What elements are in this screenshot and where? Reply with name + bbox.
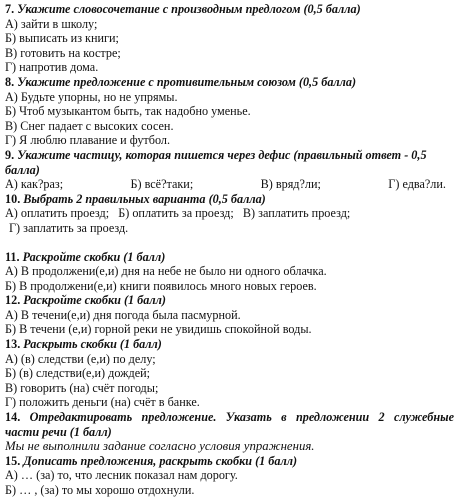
question-number: 11. bbox=[5, 249, 20, 264]
answer-option: Б) выписать из книги; bbox=[5, 31, 119, 46]
question-12-header bbox=[5, 293, 454, 308]
question-number: 10. bbox=[5, 191, 21, 206]
answer-option: Г) положить деньги (на) счёт в банке. bbox=[5, 395, 200, 410]
question-9-header bbox=[5, 148, 454, 163]
question-points: (0,5 балла) bbox=[298, 74, 357, 89]
question-title: Раскройте скобки (1 балл) bbox=[22, 249, 166, 264]
task-sentence: Мы не выполнили задание согласно условия упражнения. bbox=[5, 439, 315, 454]
question-9-header-cont bbox=[5, 163, 454, 178]
answer-option: В) вряд?ли; bbox=[260, 177, 321, 192]
answer-option: Б) всё?таки; bbox=[130, 177, 194, 192]
answer-option: А) зайти в школу; bbox=[5, 16, 98, 31]
answer-option: А) … (за) то, что лесник показал нам дорогу. bbox=[5, 468, 238, 483]
question-13-header bbox=[5, 337, 454, 352]
spacer bbox=[5, 236, 454, 250]
question-11-header bbox=[5, 250, 454, 265]
question-title-cont: балла) bbox=[5, 162, 40, 177]
question-title: Выбрать 2 правильных варианта bbox=[23, 191, 206, 206]
answer-option: Г) заплатить за проезд. bbox=[9, 220, 129, 235]
question-title: Дописать предложения, раскрыть скобки (1 балл) bbox=[23, 453, 298, 468]
question-number: 8. bbox=[5, 74, 15, 89]
question-14-header bbox=[5, 410, 454, 425]
question-title: Раскройте скобки (1 балл) bbox=[23, 293, 166, 308]
question-number: 12. bbox=[5, 293, 21, 308]
question-10-header bbox=[5, 192, 454, 207]
answer-option: Б) В продолжени(е,и) книги появилось много новых героев. bbox=[5, 278, 317, 293]
answer-option: А) В продолжени(е,и) дня на небе не было ни одного облачка. bbox=[5, 264, 327, 279]
answer-option: А) как?раз; bbox=[5, 177, 64, 192]
question-14-header-cont bbox=[5, 425, 454, 440]
answer-option: Г) Я люблю плавание и футбол. bbox=[5, 133, 171, 148]
question-title: Отредактировать предложение. Указать в предложении 2 служебные bbox=[29, 410, 454, 425]
answer-options-row bbox=[5, 177, 454, 192]
answer-option: Б) оплатить за проезд; bbox=[118, 206, 234, 221]
question-title: Укажите частицу, которая пишется через дефис (правильный ответ - 0,5 bbox=[17, 147, 427, 162]
question-title-cont: части речи (1 балл) bbox=[5, 424, 112, 439]
question-title: Укажите словосочетание с производным предлогом bbox=[17, 2, 301, 16]
question-15-header bbox=[5, 454, 454, 469]
question-number: 9. bbox=[5, 147, 15, 162]
answer-option: Г) едва?ли. bbox=[388, 177, 446, 192]
question-title: Раскрыть скобки (1 балл) bbox=[23, 337, 162, 352]
question-title: Укажите предложение с противительным союзом bbox=[17, 74, 296, 89]
question-number: 7. bbox=[5, 2, 15, 16]
answer-option: А) В течени(е,и) дня погода была пасмурной. bbox=[5, 307, 241, 322]
answer-option: В) Снег падает с высоких сосен. bbox=[5, 118, 174, 133]
answer-option: Б) Чтоб музыкантом быть, так надобно уменье. bbox=[5, 104, 251, 119]
answer-option: В) заплатить проезд; bbox=[242, 206, 351, 221]
answer-option: А) оплатить проезд; bbox=[5, 206, 110, 221]
answer-option: Б) (в) следстви(е,и) дождей; bbox=[5, 366, 151, 381]
answer-option: А) (в) следстви (е,и) по делу; bbox=[5, 351, 156, 366]
question-number: 15. bbox=[5, 453, 21, 468]
answer-option: Г) напротив дома. bbox=[5, 60, 99, 75]
question-7-header bbox=[5, 2, 454, 17]
question-8-header bbox=[5, 75, 454, 90]
question-number: 14. bbox=[5, 410, 21, 425]
question-number: 13. bbox=[5, 337, 21, 352]
answer-option: Б) В течени (е,и) горной реки не увидишь спокойной воды. bbox=[5, 322, 312, 337]
answer-option: Б) … , (за) то мы хорошо отдохнули. bbox=[5, 483, 195, 497]
question-points: (0,5 балла) bbox=[303, 2, 361, 16]
answer-option: В) говорить (на) счёт погоды; bbox=[5, 380, 159, 395]
answer-option: А) Будьте упорны, но не упрямы. bbox=[5, 89, 178, 104]
question-points: (0,5 балла) bbox=[208, 191, 266, 206]
answer-options-row bbox=[5, 206, 454, 221]
answer-option: В) готовить на костре; bbox=[5, 45, 121, 60]
